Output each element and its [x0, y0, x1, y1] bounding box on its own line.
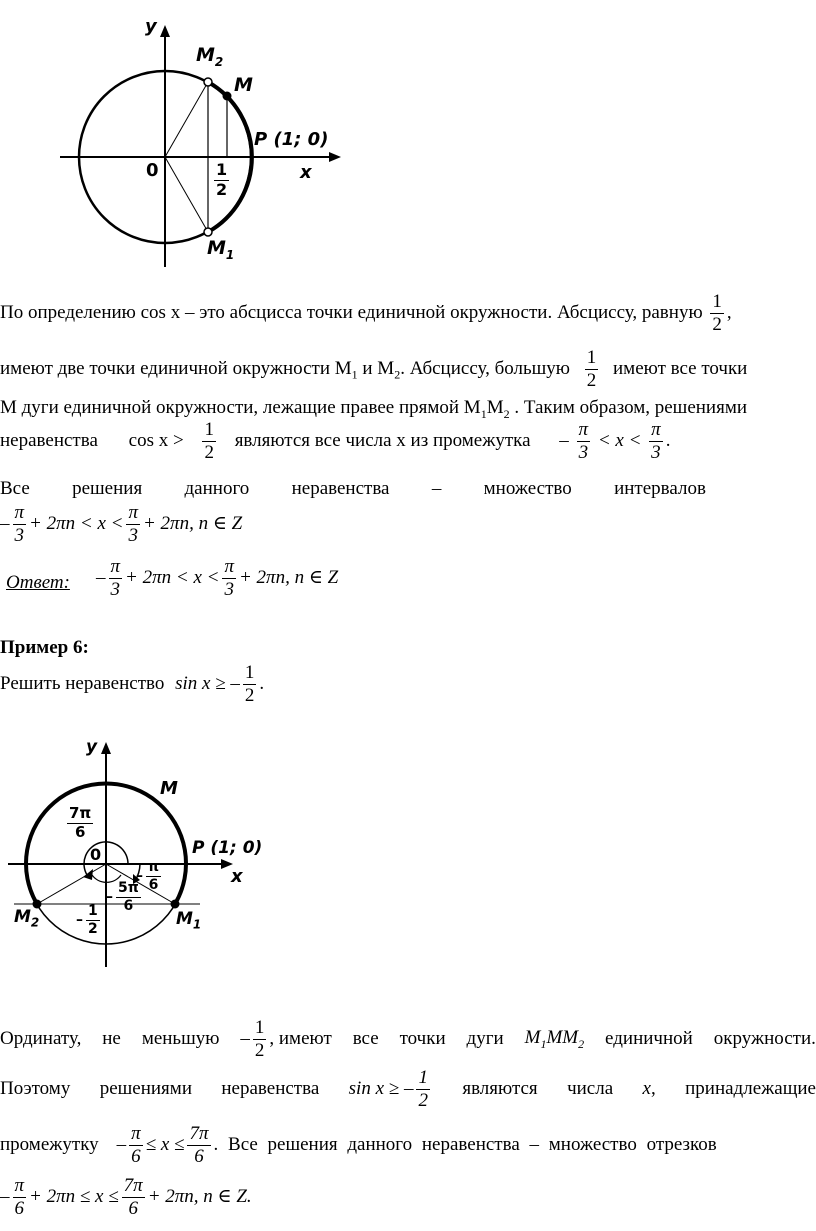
x-axis-arrow — [329, 152, 341, 162]
para2-line2: Поэтому решениями неравенства sin x ≥ – $\frac{1}{2}$ являются числа x, принадлежащие — [0, 1067, 816, 1111]
fig1-p-label: P (1; 0) — [254, 129, 329, 150]
radius-m1 — [165, 157, 208, 232]
point-m — [223, 92, 232, 101]
para2-line1: Ординату, не меньшую – $\frac{1}{2}$ , имеют все точки дуги $M_1MM_2$ единичной окружности. — [0, 1017, 816, 1061]
example6-heading: Пример 6: — [0, 637, 89, 658]
fig2-m1-label: $M_1$ — [176, 909, 202, 932]
fig2-minus-pi6-fraction: – $\frac{\pi}{6}$ — [136, 859, 160, 893]
para2-line4: – $\frac{\pi}{6}$ + 2πn ≤ x ≤ $\frac{7\pi}{6}$ + 2πn, n ∈ Z. — [0, 1175, 252, 1219]
para1-line3: М дуги единичной окружности, лежащие правее прямой $М_1М_2$ . Таким образом, решениями — [0, 397, 748, 421]
fig1-m1-label: $M_1$ — [207, 237, 235, 262]
fig2-m-label: M — [160, 778, 178, 799]
fig2-m2-label: $M_2$ — [14, 907, 40, 930]
radius-m2 — [165, 82, 208, 157]
answer-formula: – $\frac{\pi}{3}$ + 2πn < x < $\frac{\pi}{3}$ + 2πn, n ∈ Z — [96, 556, 339, 600]
fig2-origin-label: 0 — [90, 845, 102, 864]
para1-line1: По определению cos x – это абсцисса точки единичной окружности. Абсциссу, равную $\frac{1}{2}$ , — [0, 291, 732, 335]
y-axis-arrow — [160, 25, 170, 37]
para1-line2: имеют две точки единичной окружности $М_1$ и $М_2$. Абсциссу, большую $\frac{1}{2}$ имеют все точки — [0, 347, 748, 391]
fig2-x-label: x — [231, 866, 243, 887]
fig1-origin-label: 0 — [146, 160, 159, 181]
para1-line4: неравенства cos x > $\frac{1}{2}$ являются все числа x из промежутка – $\frac{\pi}{3}$ < x < $\frac{\pi}{3}$ . — [0, 419, 671, 463]
fig1-m2-label: $M_2$ — [196, 44, 224, 69]
fig1-half-fraction: $\frac{1}{2}$ — [216, 160, 228, 199]
point-m1 — [204, 228, 212, 236]
fig1-m-label: M — [234, 74, 253, 96]
point-m1 — [171, 900, 180, 909]
example6-task: Решить неравенство sin x ≥ – $\frac{1}{2}$ . — [0, 662, 265, 706]
fig2-7pi6-fraction: $\frac{7\pi}{6}$ — [69, 804, 92, 841]
fig1-x-label: x — [300, 162, 312, 183]
para1-solution-formula: – $\frac{\pi}{3}$ + 2πn < x < $\frac{\pi}{3}$ + 2πn, n ∈ Z — [0, 502, 243, 546]
fig2-minus-5pi6-fraction: – $\frac{5\pi}{6}$ — [106, 880, 139, 914]
fig2-minus-half-fraction: – $\frac{1}{2}$ — [76, 903, 98, 937]
point-m2 — [204, 78, 212, 86]
fig1-y-label: y — [145, 16, 157, 37]
fig2-p-label: P (1; 0) — [192, 838, 263, 858]
y-axis-arrow — [101, 742, 111, 754]
radius-m2 — [37, 864, 106, 904]
para2-line3: промежутку – $\frac{\pi}{6}$ ≤ x ≤ $\frac{7\pi}{6}$ . Все решения данного неравенства – множество отрезков — [0, 1123, 717, 1167]
fig2-y-label: y — [86, 737, 98, 757]
answer-label: Ответ: — [6, 572, 70, 593]
para1-line5: Все решения данного неравенства – множество интервалов — [0, 478, 706, 499]
